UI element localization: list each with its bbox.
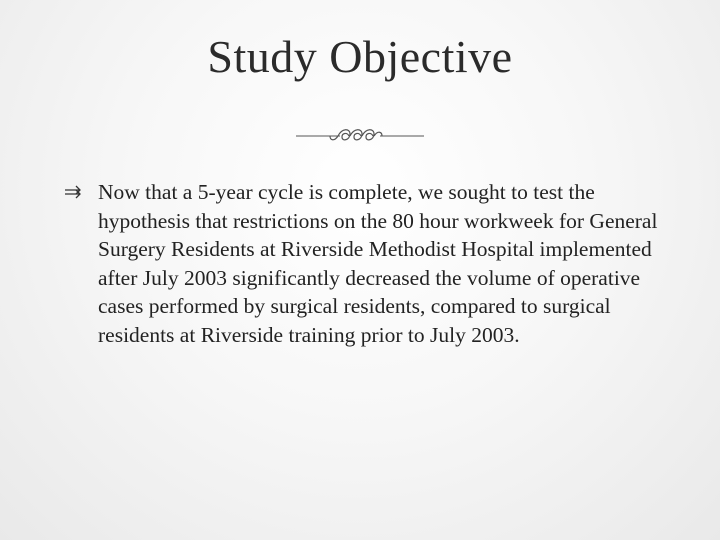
bullet-list	[62, 178, 662, 349]
bullet-text: Now that a 5-year cycle is complete, we sought to test the hypothesis that restrictions on the 80 hour workweek for General Surgery Residents at Riverside Methodist Hospital implemented after July 2003 significantly decreased the volume of operative cases performed by surgical residents, compared to surgical residents at Riverside training prior to July 2003.	[98, 180, 658, 347]
slide-title: Study Objective	[207, 31, 513, 82]
flourish-divider-icon	[294, 124, 426, 148]
double-arrow-bullet-icon	[62, 178, 98, 204]
list-item	[62, 178, 662, 349]
